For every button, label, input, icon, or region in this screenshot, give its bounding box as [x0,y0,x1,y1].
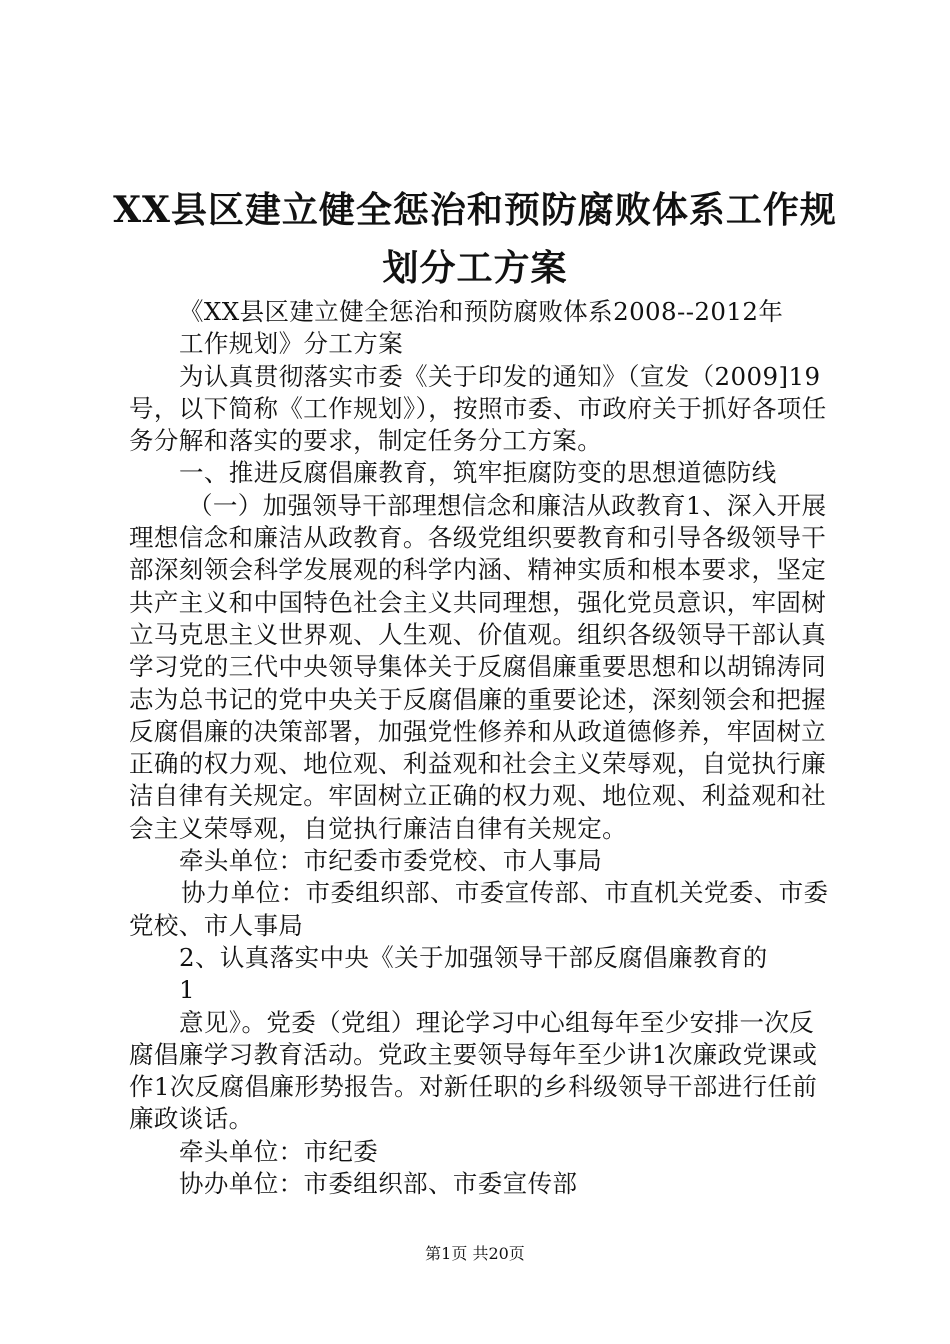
paragraph-assist-unit-2: 协办单位：市委组织部、市委宣传部 [179,1169,578,1199]
paragraph-item-2: 2、认真落实中央《关于加强领导干部反腐倡廉教育的 [179,942,768,972]
paragraph-plan-title-1: 《XX县区建立健全惩治和预防腐败体系2008--2012年 [179,297,784,326]
page-footer: 第1页 共20页 [425,1244,525,1263]
paragraph-item-2-continued: 意见》。党委（党组）理论学习中心组每年至少安排一次反腐倡廉学习教育活动。党政主要领导每年至少讲1次廉政党课或作1次反腐倡廉形势报告。对新任职的乡科级领导干部进行任前廉政谈话。 [129,1007,818,1134]
paragraph-plan-title-2: 工作规划》分工方案 [179,329,404,359]
paragraph-subsection-1: （一）加强领导干部理想信念和廉洁从政教育1、深入开展理想信念和廉洁从政教育。各级党组织要教育和引导各级领导干部深刻领会科学发展观的科学内涵、精神实质和根本要求，坚定共产主义和中国特色社会主义共同理想，强化党员意识，牢固树立马克思主义世界观、人生观、价值观。组织各级领导干部认真学习党的三代中央领导集体关于反腐倡廉重要思想和以胡锦涛同志为总书记的党中央关于反腐倡廉的重要论述，深刻领会和把握反腐倡廉的决策部署，加强党性修养和从政道德修养，牢固树立正确的权力观、地位观、利益观和社会主义荣辱观，自觉执行廉洁自律有关规定。牢固树立正确的权力观、地位观、利益观和社会主义荣辱观，自觉执行廉洁自律有关规定。 [129,490,827,843]
paragraph-intro: 为认真贯彻落实市委《关于印发的通知》（宣发（2009]19号，以下简称《工作规划》），按照市委、市政府关于抓好各项任务分解和落实的要求，制定任务分工方案。 [129,361,827,456]
section-heading-1: 一、推进反腐倡廉教育，筑牢拒腐防变的思想道德防线 [179,458,777,488]
document-title-line2: 划分工方案 [382,247,568,289]
paragraph-lead-unit-1: 牵头单位：市纪委市委党校、市人事局 [179,846,603,876]
paragraph-lead-unit-2: 牵头单位：市纪委 [179,1136,379,1166]
paragraph-page-marker: 1 [179,975,195,1005]
document-title-line1: XX县区建立健全惩治和预防腐败体系工作规 [113,189,837,231]
paragraph-assist-unit-1: 协力单位：市委组织部、市委宣传部、市直机关党委、市委党校、市人事局 [129,878,829,940]
document-body [129,296,829,1200]
